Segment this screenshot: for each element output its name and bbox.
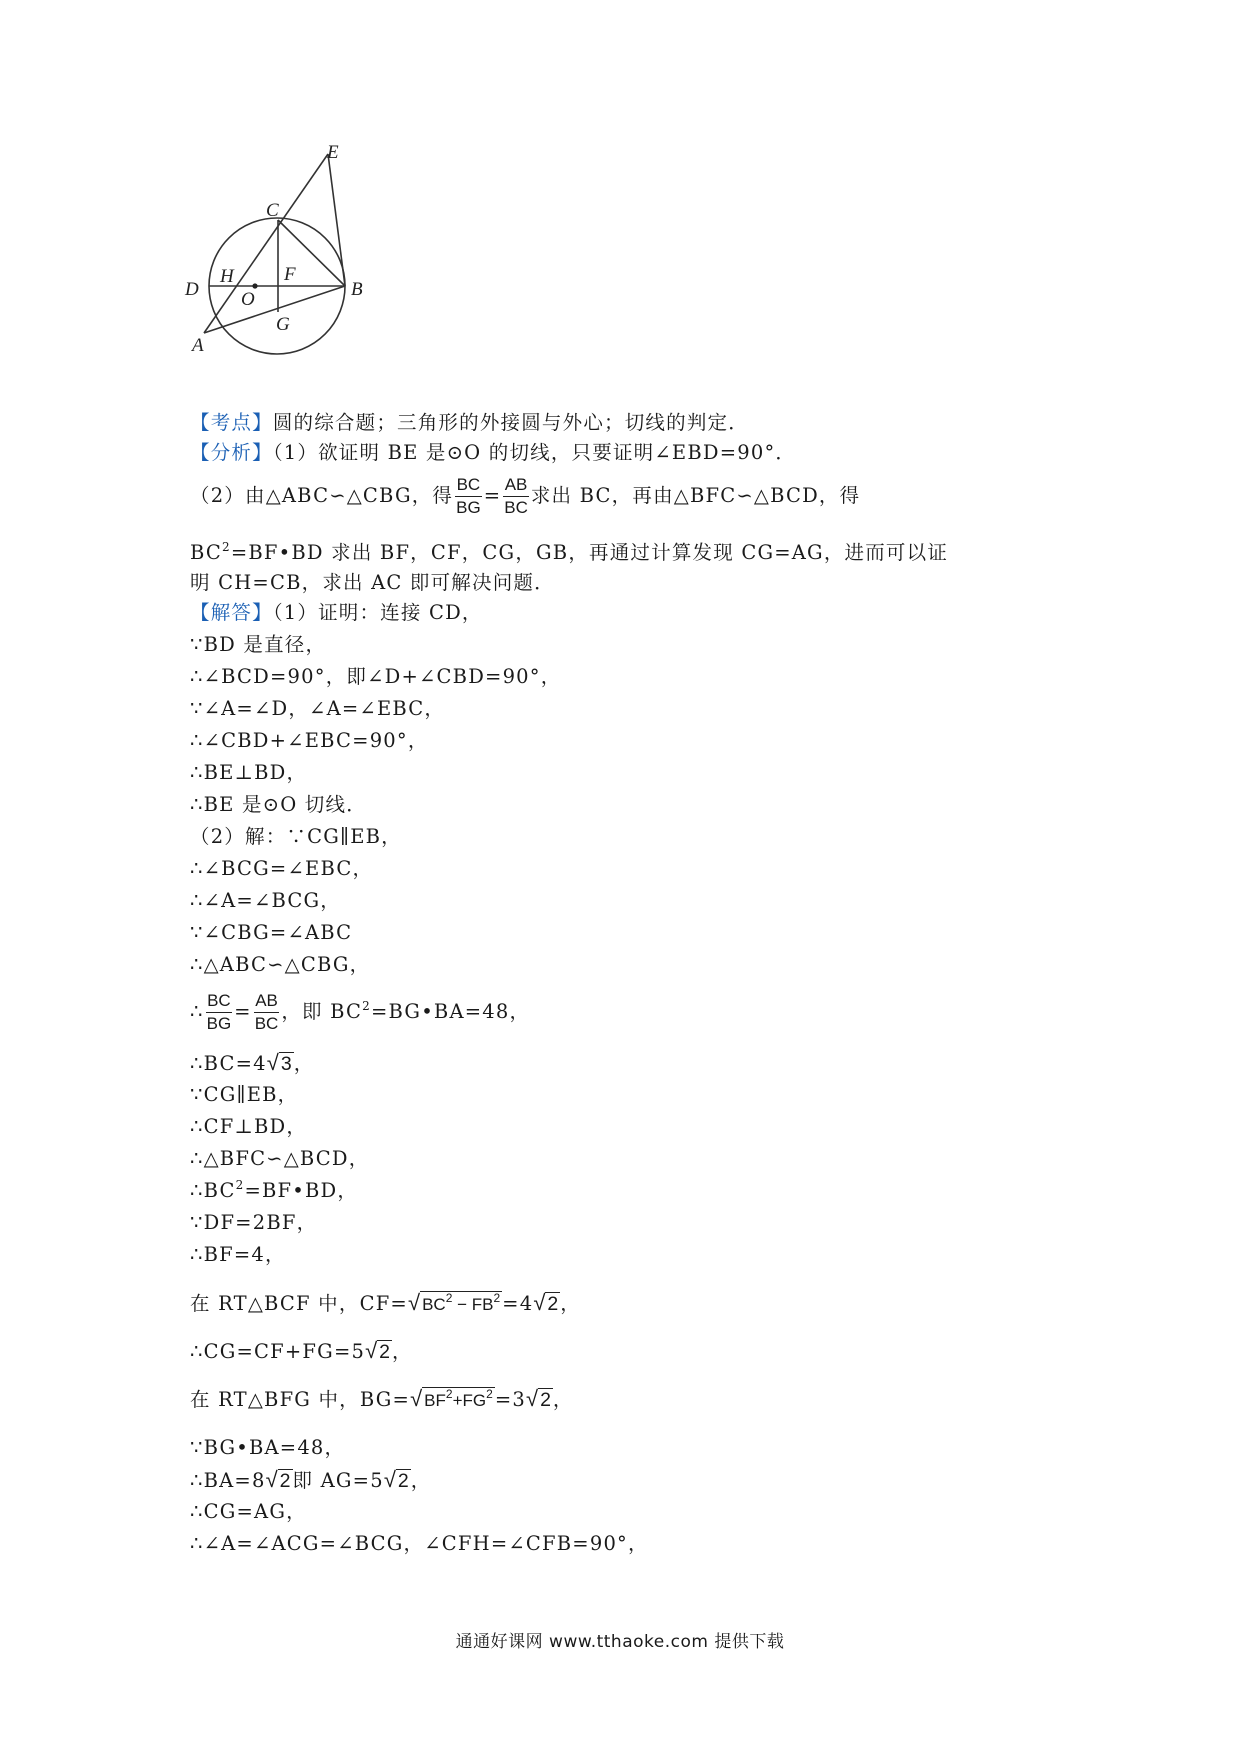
equals: = — [483, 484, 502, 507]
frac-num: AB — [503, 476, 529, 497]
frac-den: BG — [456, 498, 481, 517]
label-a: A — [192, 335, 204, 356]
text: BC — [422, 1295, 446, 1314]
geometry-figure — [185, 142, 405, 405]
step-line-ba — [190, 1467, 431, 1494]
fenxi-line-4 — [190, 570, 555, 596]
sqrt-body: 2 — [547, 1293, 559, 1315]
text: =4 — [502, 1292, 534, 1315]
superscript: 2 — [486, 1387, 493, 1401]
sqrt-sign: √ — [383, 1467, 396, 1492]
step-line: ∴BE 是⊙O 切线． — [190, 793, 367, 816]
fraction-bc-bg — [455, 476, 482, 517]
frac-den: BC — [254, 1014, 279, 1033]
sqrt-body: 2 — [279, 1470, 291, 1492]
text: =BF•BD， — [244, 1179, 359, 1202]
text: 在 RT△BCF 中，CF= — [190, 1292, 408, 1315]
step-line: ∴∠BCG=∠EBC， — [190, 857, 374, 880]
center-dot — [252, 283, 257, 288]
kaodian-line — [190, 410, 749, 436]
sqrt-sign: √ — [525, 1386, 539, 1411]
label-b: B — [351, 279, 363, 300]
superscript: 2 — [445, 1387, 453, 1401]
sqrt-sign: √ — [266, 1050, 279, 1075]
step-line: ∵BG•BA=48， — [190, 1436, 346, 1459]
fenxi-text-2a: （2）由△ABC∽△CBG，得 — [190, 484, 454, 507]
equals: = — [234, 1000, 252, 1023]
step-line: （2）解：∵CG∥EB， — [190, 825, 402, 848]
fenxi-text-1: （1）欲证明 BE 是⊙O 的切线，只要证明∠EBD=90°． — [272, 441, 797, 464]
sqrt-body: 2 — [397, 1470, 409, 1492]
text: ∴BC — [190, 1179, 236, 1202]
text: ， — [560, 1292, 581, 1315]
step-line-bg — [190, 1386, 574, 1414]
superscript: 2 — [222, 540, 231, 554]
text: − FB — [452, 1295, 494, 1314]
step-line-cg — [190, 1338, 413, 1365]
frac-den: BG — [206, 1014, 232, 1033]
text: ∴ — [190, 1000, 204, 1023]
superscript: 2 — [235, 1178, 245, 1192]
text: ∴BA=8 — [190, 1469, 266, 1492]
sqrt-body — [422, 1387, 495, 1410]
fenxi-line-3 — [190, 540, 948, 566]
step-line: ∴△BFC∽△BCD， — [190, 1147, 370, 1170]
step-line-cf — [190, 1290, 581, 1318]
sqrt-sign: √ — [265, 1467, 278, 1492]
sqrt-body: 2 — [540, 1389, 551, 1411]
text: =BF•BD 求出 BF，CF，CG，GB，再通过计算发现 CG=AG，进而可以证 — [230, 541, 949, 564]
jieda-line — [190, 600, 483, 626]
sqrt-body — [420, 1291, 502, 1314]
fraction-ab-bc — [503, 476, 529, 517]
sqrt-sign: √ — [407, 1290, 421, 1315]
step-line: ∴∠CBD+∠EBC=90°， — [190, 729, 429, 752]
superscript: 2 — [362, 999, 371, 1013]
step-line: ∵∠CBG=∠ABC — [190, 921, 353, 944]
text: （1）证明：连接 CD， — [272, 601, 483, 624]
line-ab — [204, 286, 345, 333]
step-line: ∵∠A=∠D，∠A=∠EBC， — [190, 697, 446, 720]
step-line: ∴∠BCD=90°，即∠D+∠CBD=90°， — [190, 665, 562, 688]
fraction-bc-bg — [206, 992, 233, 1033]
label-g: G — [276, 314, 290, 335]
label-f: F — [284, 264, 296, 285]
step-line: ∵DF=2BF， — [190, 1211, 318, 1234]
fenxi-text-2b: 求出 BC，再由△BFC∽△BCD，得 — [530, 484, 861, 507]
text: ， — [552, 1388, 574, 1411]
circle-diagram — [185, 142, 405, 405]
text: ∴BC=4 — [190, 1052, 267, 1075]
step-line-sqrt — [190, 1050, 314, 1077]
label-h: H — [220, 266, 234, 287]
step-line: ∵CG∥EB， — [190, 1083, 299, 1106]
frac-num: BC — [206, 992, 233, 1013]
text: =3 — [494, 1388, 526, 1411]
text: BC — [190, 541, 223, 564]
superscript: 2 — [445, 1291, 453, 1305]
line-eb — [328, 154, 345, 286]
superscript: 2 — [493, 1291, 501, 1305]
step-line-fraction — [190, 992, 530, 1033]
fenxi-tag: 【分析】 — [190, 441, 273, 464]
kaodian-tag: 【考点】 — [190, 411, 273, 434]
fenxi-line-2 — [190, 476, 860, 517]
label-c: C — [266, 200, 279, 221]
sqrt-sign: √ — [410, 1386, 423, 1411]
footer-credit: 通通好课网 www.tthaoke.com 提供下载 — [455, 1632, 785, 1652]
step-line: ∴CF⊥BD， — [190, 1115, 308, 1138]
text: 明 CH=CB，求出 AC 即可解决问题． — [190, 571, 555, 594]
step-line: ∴CG=AG， — [190, 1500, 307, 1523]
line-ae — [204, 154, 328, 333]
sqrt-sign: √ — [533, 1290, 546, 1315]
text: ， — [293, 1052, 315, 1075]
sqrt-body: 3 — [280, 1053, 292, 1075]
step-line: ∴BE⊥BD， — [190, 761, 308, 784]
text: 即 AG=5 — [292, 1469, 384, 1492]
text: =BG•BA=48， — [371, 1000, 531, 1023]
step-line: ∴△ABC∽△CBG， — [190, 953, 371, 976]
frac-den: BC — [504, 498, 528, 517]
step-line: ∴∠A=∠ACG=∠BCG，∠CFH=∠CFB=90°， — [190, 1532, 649, 1555]
step-line: ∴BF=4， — [190, 1243, 286, 1266]
step-line: ∵BD 是直径， — [190, 633, 327, 656]
sqrt-body: 2 — [379, 1341, 391, 1363]
kaodian-text: 圆的综合题；三角形的外接圆与外心；切线的判定． — [272, 411, 749, 434]
text: ， — [392, 1340, 413, 1363]
label-e: E — [327, 142, 339, 163]
text: +FG — [452, 1391, 487, 1410]
step-line: ∴∠A=∠BCG， — [190, 889, 341, 912]
frac-num: AB — [254, 992, 280, 1013]
frac-num: BC — [455, 476, 482, 497]
jieda-tag: 【解答】 — [190, 601, 273, 624]
fenxi-line-1 — [190, 440, 796, 466]
label-o: O — [241, 289, 255, 310]
text: ， — [410, 1469, 432, 1492]
text: 在 RT△BFG 中，BG= — [190, 1388, 411, 1411]
fraction-ab-bc — [254, 992, 280, 1033]
text: BF — [424, 1391, 446, 1410]
text: ∴CG=CF+FG=5 — [190, 1340, 366, 1363]
sqrt-sign: √ — [365, 1338, 378, 1363]
step-line — [190, 1178, 358, 1204]
label-d: D — [185, 279, 199, 300]
text: ，即 BC — [281, 1000, 363, 1023]
